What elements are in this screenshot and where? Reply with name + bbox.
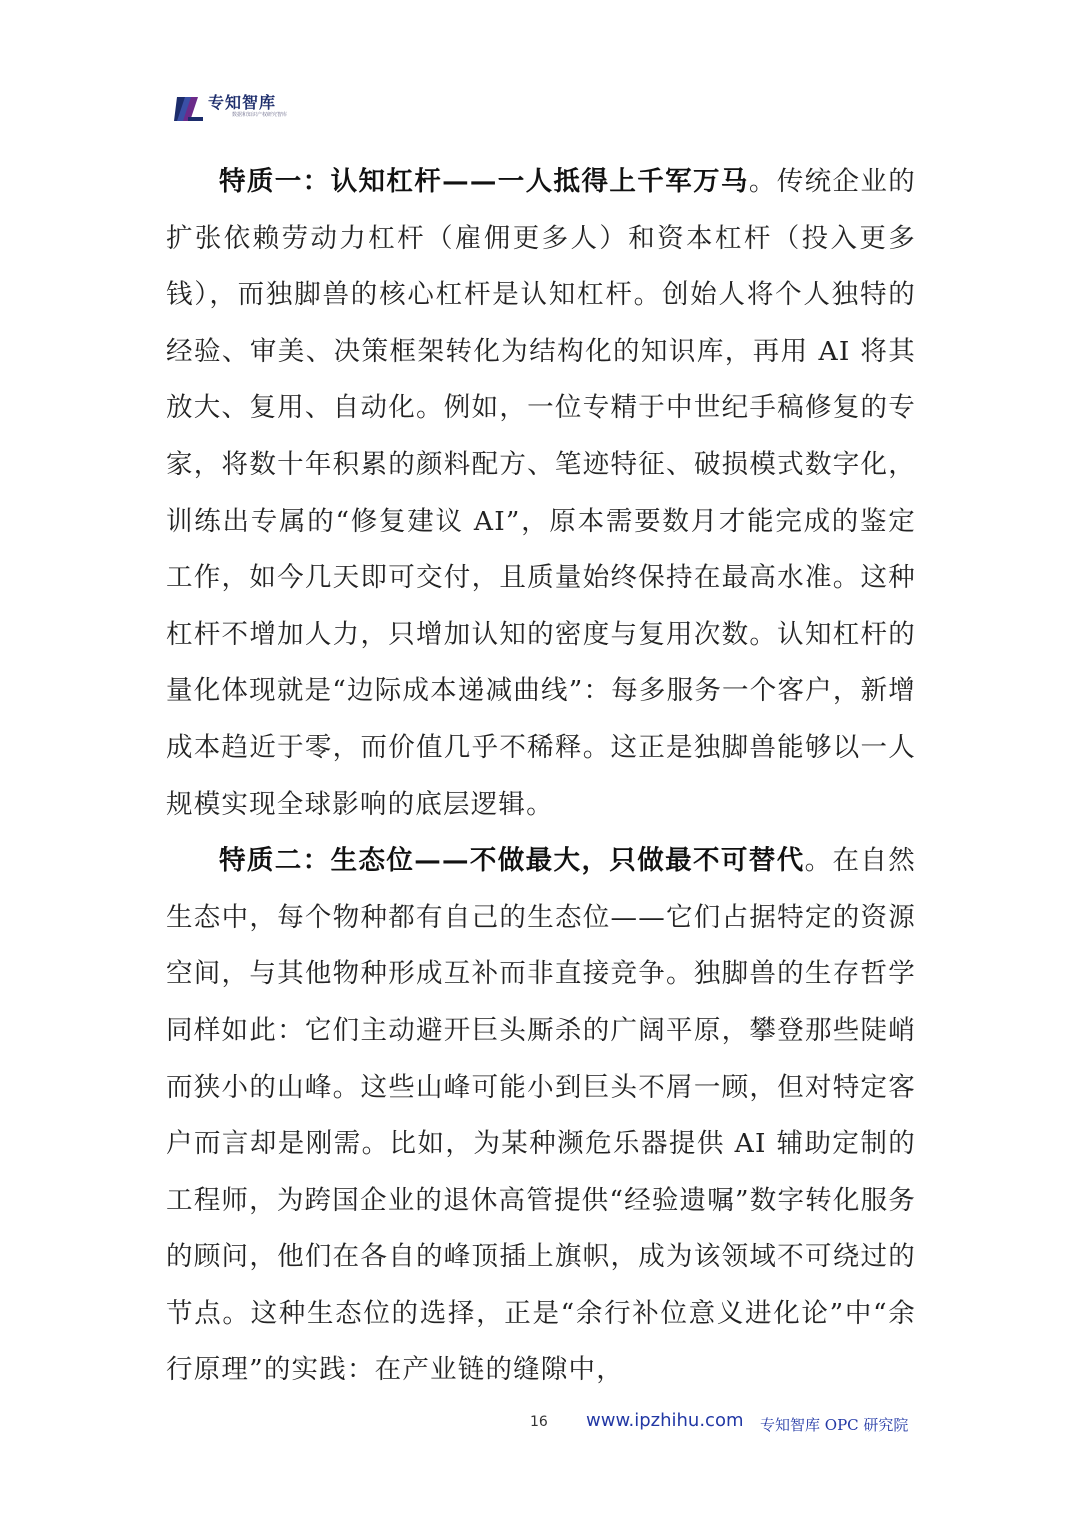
page-number: 16 <box>530 1414 548 1430</box>
document-body <box>166 154 916 1399</box>
header-logo <box>174 94 287 124</box>
logo-title: 专知智库 <box>208 93 277 112</box>
organization-name: 专知智库 OPC 研究院 <box>760 1416 909 1434</box>
trait-one-text: 。传统企业的扩张依赖劳动力杠杆（雇佣更多人）和资本杠杆（投入更多钱），而独脚兽的核心杠杆是认知杠杆。创始人将个人独特的经验、审美、决策框架转化为结构化的知识库，再用 AI 将其放大、复用、自动化。例如，一位专精于中世纪手稿修复的专家，将数十年积累的颜料配方、笔迹特征、破损模式数字化，训练出专属的“修复建议 AI”，原本需要数月才能完成的鉴定工作，如今几天即可交付，且质量始终保持在最高水准。这种杠杆不增加人力，只增加认知的密度与复用次数。认知杠杆的量化体现就是“边际成本递减曲线”：每多服务一个客户，新增成本趋近于零，而价值几乎不稀释。这正是独脚兽能够以一人规模实现全球影响的底层逻辑。 <box>166 166 916 820</box>
logo-subtitle: 数据和知识产权研究智库 <box>232 112 288 118</box>
logo-mark-icon <box>174 94 204 124</box>
paragraph-trait-one <box>166 154 916 833</box>
trait-two-heading: 特质二：生态位——不做最大，只做最不可替代 <box>219 845 805 877</box>
paragraph-trait-two <box>166 833 916 1399</box>
website-link[interactable]: www.ipzhihu.com <box>586 1410 744 1431</box>
page-footer <box>0 1408 1080 1438</box>
trait-one-heading: 特质一：认知杠杆——一人抵得上千军万马 <box>219 166 749 197</box>
trait-two-text: 。在自然生态中，每个物种都有自己的生态位——它们占据特定的资源空间，与其他物种形成互补而非直接竞争。独脚兽的生存哲学同样如此：它们主动避开巨头厮杀的广阔平原，攀登那些陡峭而狭小的山峰。这些山峰可能小到巨头不屑一顾，但对特定客户而言却是刚需。比如，为某种濒危乐器提供 AI 辅助定制的工程师，为跨国企业的退休高管提供“经验遗嘱”数字转化服务的顾问，他们在各自的峰顶插上旗帜，成为该领域不可绕过的节点。这种生态位的选择，正是“余行补位意义进化论”中“余行原理”的实践：在产业链的缝隙中， <box>166 845 916 1386</box>
